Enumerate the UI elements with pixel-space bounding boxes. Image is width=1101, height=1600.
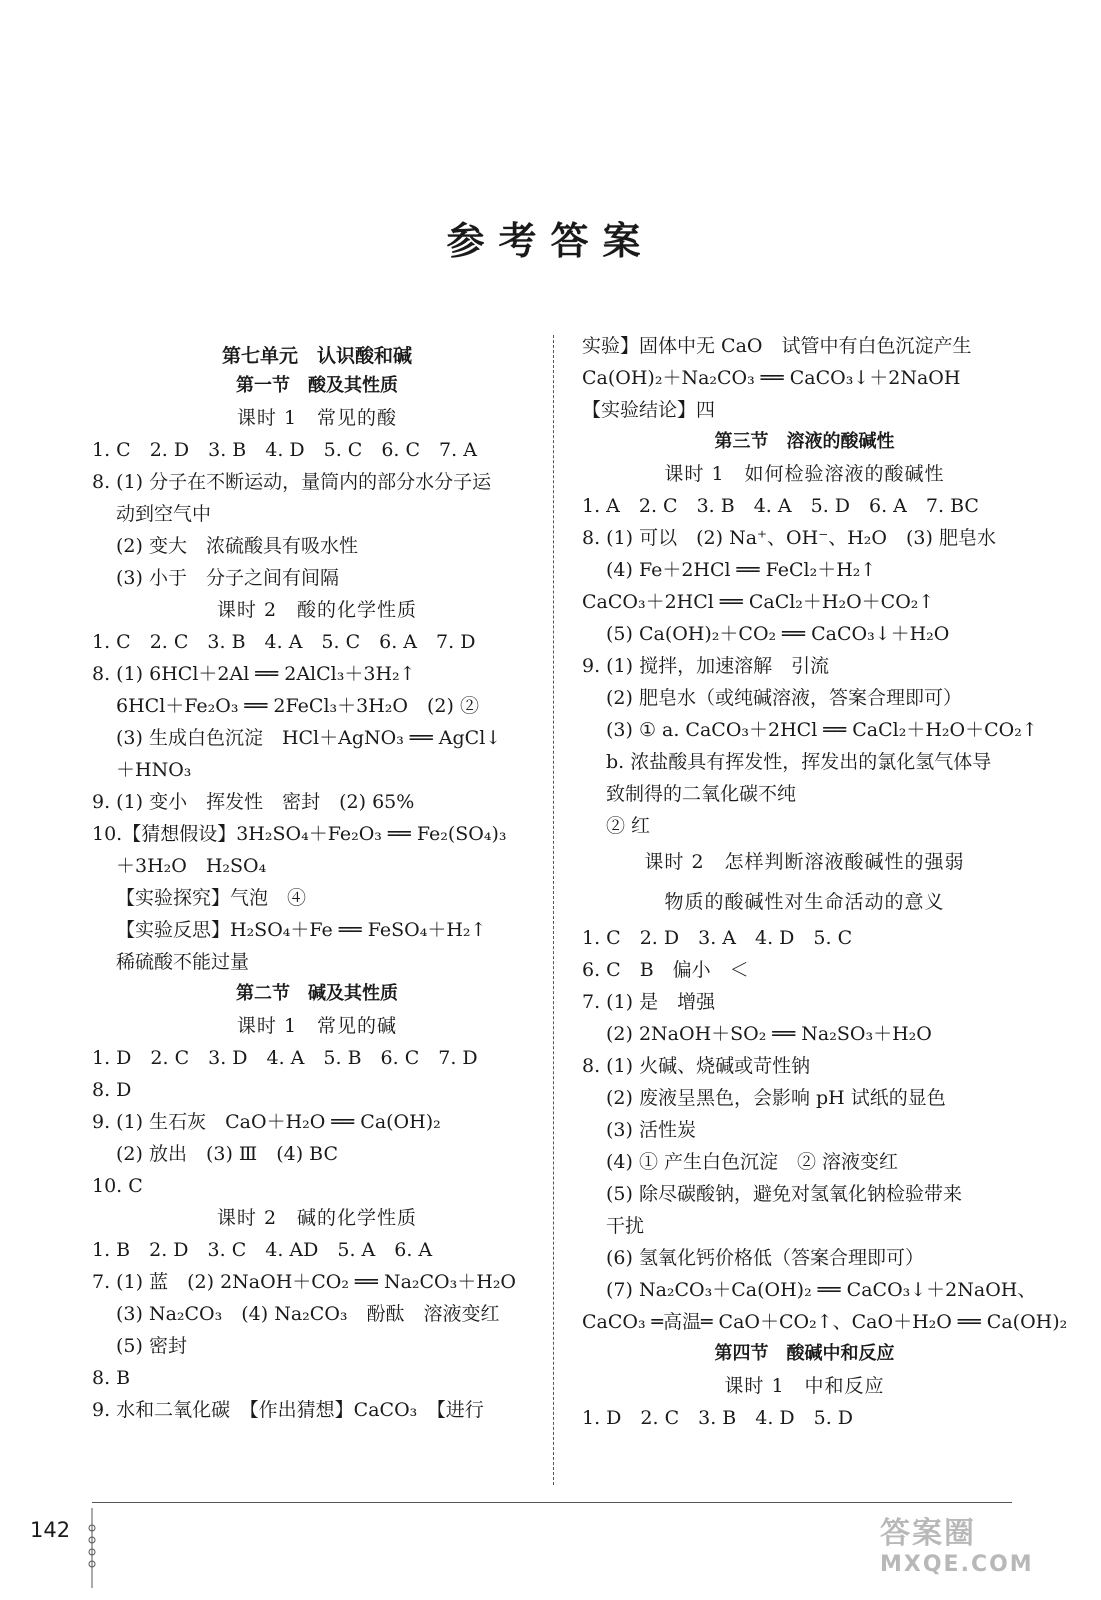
unit-heading: 第七单元 认识酸和碱 bbox=[221, 345, 412, 367]
answer-line: 【实验结论】四 bbox=[582, 399, 716, 421]
lesson-heading: 课时 2 碱的化学性质 bbox=[216, 1207, 418, 1229]
answer-line: 7. (1) 是 增强 bbox=[582, 991, 716, 1013]
answer-line: (2) 2NaOH＋SO₂ ══ Na₂SO₃＋H₂O bbox=[606, 1023, 932, 1045]
lesson-heading: 课时 2 怎样判断溶液酸碱性的强弱 bbox=[644, 851, 965, 873]
lesson-heading: 物质的酸碱性对生命活动的意义 bbox=[664, 891, 945, 913]
answer-line: 【实验反思】H₂SO₄＋Fe ══ FeSO₄＋H₂↑ bbox=[116, 919, 487, 941]
answer-line: 9. (1) 变小 挥发性 密封 (2) 65% bbox=[92, 791, 415, 813]
answer-line: 稀硫酸不能过量 bbox=[116, 951, 250, 973]
answer-line: 1. A 2. C 3. B 4. A 5. D 6. A 7. BC bbox=[582, 495, 979, 517]
answer-line: (5) 除尽碳酸钠，避免对氢氧化钠检验带来 bbox=[606, 1183, 962, 1205]
answer-line: (7) Na₂CO₃＋Ca(OH)₂ ══ CaCO₃↓＋2NaOH、 bbox=[606, 1279, 1037, 1301]
answer-line: ＋HNO₃ bbox=[116, 759, 192, 781]
lesson-heading: 课时 1 常见的酸 bbox=[236, 407, 398, 429]
answer-line: 9. 水和二氧化碳 【作出猜想】CaCO₃ 【进行 bbox=[92, 1399, 484, 1421]
answer-line: 1. C 2. D 3. B 4. D 5. C 6. C 7. A bbox=[92, 439, 477, 461]
watermark-line2: MXQE.COM bbox=[880, 1552, 1034, 1577]
answer-line: CaCO₃＋2HCl ══ CaCl₂＋H₂O＋CO₂↑ bbox=[582, 591, 935, 613]
left-column bbox=[92, 330, 542, 1426]
page-title: 参考答案 bbox=[446, 219, 655, 263]
section-heading: 第一节 酸及其性质 bbox=[236, 375, 398, 396]
lesson-heading: 课时 2 酸的化学性质 bbox=[216, 599, 418, 621]
right-column bbox=[582, 330, 1068, 1434]
answer-line: (3) Na₂CO₃ (4) Na₂CO₃ 酚酞 溶液变红 bbox=[116, 1303, 500, 1325]
answer-line: (4) ① 产生白色沉淀 ② 溶液变红 bbox=[606, 1151, 899, 1173]
lesson-heading: 课时 1 中和反应 bbox=[724, 1375, 885, 1397]
answer-line: 8. B bbox=[92, 1367, 131, 1389]
answer-line: (4) Fe＋2HCl ══ FeCl₂＋H₂↑ bbox=[606, 559, 877, 581]
footer-rule bbox=[92, 1502, 1012, 1503]
section-heading: 第三节 溶液的酸碱性 bbox=[714, 431, 895, 452]
answer-line: 7. (1) 蓝 (2) 2NaOH＋CO₂ ══ Na₂CO₃＋H₂O bbox=[92, 1271, 517, 1293]
answer-line: 9. (1) 生石灰 CaO＋H₂O ══ Ca(OH)₂ bbox=[92, 1111, 441, 1133]
lesson-heading: 课时 1 常见的碱 bbox=[236, 1015, 398, 1037]
watermark-line1: 答案圈 bbox=[880, 1516, 976, 1551]
section-heading: 第二节 碱及其性质 bbox=[236, 983, 398, 1004]
answer-line: 10.【猜想假设】3H₂SO₄＋Fe₂O₃ ══ Fe₂(SO₄)₃ bbox=[92, 823, 507, 845]
answer-line: Ca(OH)₂＋Na₂CO₃ ══ CaCO₃↓＋2NaOH bbox=[582, 367, 961, 389]
answer-line: 实验】固体中无 CaO 试管中有白色沉淀产生 bbox=[582, 335, 972, 357]
answer-line: 8. (1) 6HCl＋2Al ══ 2AlCl₃＋3H₂↑ bbox=[92, 663, 416, 685]
answer-line: 6. C B 偏小 ＜ bbox=[582, 959, 749, 981]
answer-line: (2) 肥皂水（或纯碱溶液，答案合理即可） bbox=[606, 687, 962, 709]
answer-line: (3) ① a. CaCO₃＋2HCl ══ CaCl₂＋H₂O＋CO₂↑ bbox=[606, 719, 1038, 741]
answer-line: (5) 密封 bbox=[116, 1335, 187, 1357]
answer-line: (2) 放出 (3) Ⅲ (4) BC bbox=[116, 1143, 339, 1165]
answer-line: (5) Ca(OH)₂＋CO₂ ══ CaCO₃↓＋H₂O bbox=[606, 623, 950, 645]
answer-line: 动到空气中 bbox=[116, 503, 212, 525]
lesson-heading: 课时 1 如何检验溶液的酸碱性 bbox=[664, 463, 945, 485]
answer-line: 8. (1) 火碱、烧碱或苛性钠 bbox=[582, 1055, 811, 1077]
answer-line: ② 红 bbox=[606, 815, 651, 837]
answer-line: 1. C 2. C 3. B 4. A 5. C 6. A 7. D bbox=[92, 631, 476, 653]
column-divider bbox=[553, 335, 554, 1485]
answer-line: (3) 小于 分子之间有间隔 bbox=[116, 567, 339, 589]
answer-line: 1. B 2. D 3. C 4. AD 5. A 6. A bbox=[92, 1239, 433, 1261]
answer-line: 6HCl＋Fe₂O₃ ══ 2FeCl₃＋3H₂O (2) ② bbox=[116, 695, 479, 717]
answer-line: ＋3H₂O H₂SO₄ bbox=[116, 855, 267, 877]
answer-line: b. 浓盐酸具有挥发性，挥发出的氯化氢气体导 bbox=[606, 751, 992, 773]
answer-line: (3) 活性炭 bbox=[606, 1119, 696, 1141]
watermark bbox=[880, 1508, 1080, 1588]
answer-line: 1. D 2. C 3. B 4. D 5. D bbox=[582, 1407, 854, 1429]
answer-line: 8. (1) 分子在不断运动，量筒内的部分水分子运 bbox=[92, 471, 492, 493]
footer-decoration bbox=[86, 1508, 98, 1588]
answer-line: 8. D bbox=[92, 1079, 132, 1101]
answer-line: 9. (1) 搅拌，加速溶解 引流 bbox=[582, 655, 830, 677]
answer-line: (2) 废液呈黑色，会影响 pH 试纸的显色 bbox=[606, 1087, 946, 1109]
answer-line: (3) 生成白色沉淀 HCl＋AgNO₃ ══ AgCl↓ bbox=[116, 727, 502, 749]
answer-line: 致制得的二氧化碳不纯 bbox=[606, 783, 797, 805]
answer-line: 干扰 bbox=[606, 1215, 645, 1237]
answer-line: 1. D 2. C 3. D 4. A 5. B 6. C 7. D bbox=[92, 1047, 478, 1069]
answer-line: (6) 氢氧化钙价格低（答案合理即可） bbox=[606, 1247, 924, 1269]
answer-line: (2) 变大 浓硫酸具有吸水性 bbox=[116, 535, 358, 557]
answer-line: 1. C 2. D 3. A 4. D 5. C bbox=[582, 927, 853, 949]
answer-line: 8. (1) 可以 (2) Na⁺、OH⁻、H₂O (3) 肥皂水 bbox=[582, 527, 996, 549]
section-heading: 第四节 酸碱中和反应 bbox=[714, 1343, 895, 1364]
answer-line: 【实验探究】气泡 ④ bbox=[116, 887, 307, 909]
answer-line: 10. C bbox=[92, 1175, 143, 1197]
answer-line: CaCO₃ ═高温═ CaO＋CO₂↑、CaO＋H₂O ══ Ca(OH)₂ bbox=[582, 1311, 1068, 1333]
page-number: 142 bbox=[30, 1518, 71, 1542]
